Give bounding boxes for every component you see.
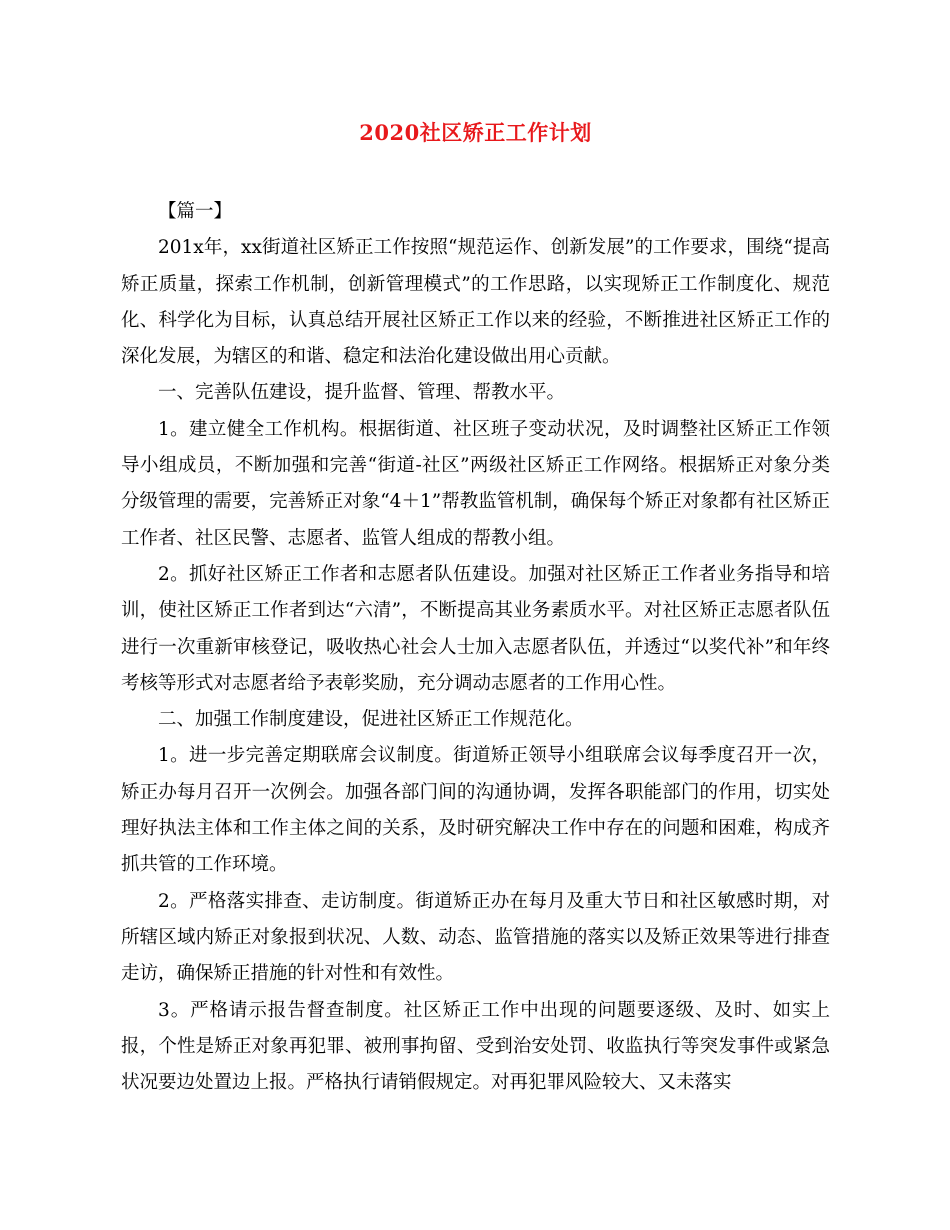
document-title: 2020社区矫正工作计划 [359, 120, 592, 145]
paragraph-2-1: 1。进一步完善定期联席会议制度。街道矫正领导小组联席会议每季度召开一次，矫正办每月召开一次例会。加强各部门间的沟通协调，发挥各职能部门的作用，切实处理好执法主体和工作主体之间的关系，及时研究解决工作中存在的问题和困难，构成齐抓共管的工作环境。 [121, 745, 830, 876]
intro-paragraph: 201x年，xx街道社区矫正工作按照“规范运作、创新发展”的工作要求，围绕“提高矫正质量，探索工作机制，创新管理模式”的工作思路，以实现矫正工作制度化、规范化、科学化为目标，认真总结开展社区矫正工作以来的经验，不断推进社区矫正工作的深化发展，为辖区的和谐、稳定和法治化建设做出用心贡献。 [121, 237, 830, 368]
section-heading-part-one: 【篇一】 [158, 201, 233, 222]
section-heading-2: 二、加强工作制度建设，促进社区矫正工作规范化。 [158, 709, 584, 731]
document-body [121, 194, 830, 1101]
paragraph-1-2: 2。抓好社区矫正工作者和志愿者队伍建设。加强对社区矫正工作者业务指导和培训，使社区矫正工作者到达“六清”，不断提高其业务素质水平。对社区矫正志愿者队伍进行一次重新审核登记，吸收热心社会人士加入志愿者队伍，并透过“以奖代补”和年终考核等形式对志愿者给予表彰奖励，充分调动志愿者的工作用心性。 [121, 563, 830, 694]
section-heading-1: 一、完善队伍建设，提升监督、管理、帮教水平。 [158, 382, 566, 404]
paragraph-1-1: 1。建立健全工作机构。根据街道、社区班子变动状况，及时调整社区矫正工作领导小组成员，不断加强和完善“街道-社区”两级社区矫正工作网络。根据矫正对象分类分级管理的需要，完善矫正对象“4＋1”帮教监管机制，确保每个矫正对象都有社区矫正工作者、社区民警、志愿者、监管人组成的帮教小组。 [121, 418, 830, 549]
paragraph-2-2: 2。严格落实排查、走访制度。街道矫正办在每月及重大节日和社区敏感时期，对所辖区域内矫正对象报到状况、人数、动态、监管措施的落实以及矫正效果等进行排查走访，确保矫正措施的针对性和有效性。 [121, 890, 830, 985]
paragraph-2-3: 3。严格请示报告督查制度。社区矫正工作中出现的问题要逐级、及时、如实上报，个性是矫正对象再犯罪、被刑事拘留、受到治安处罚、收监执行等突发事件或紧急状况要边处置边上报。严格执行请销假规定。对再犯罪风险较大、又未落实 [121, 999, 830, 1094]
